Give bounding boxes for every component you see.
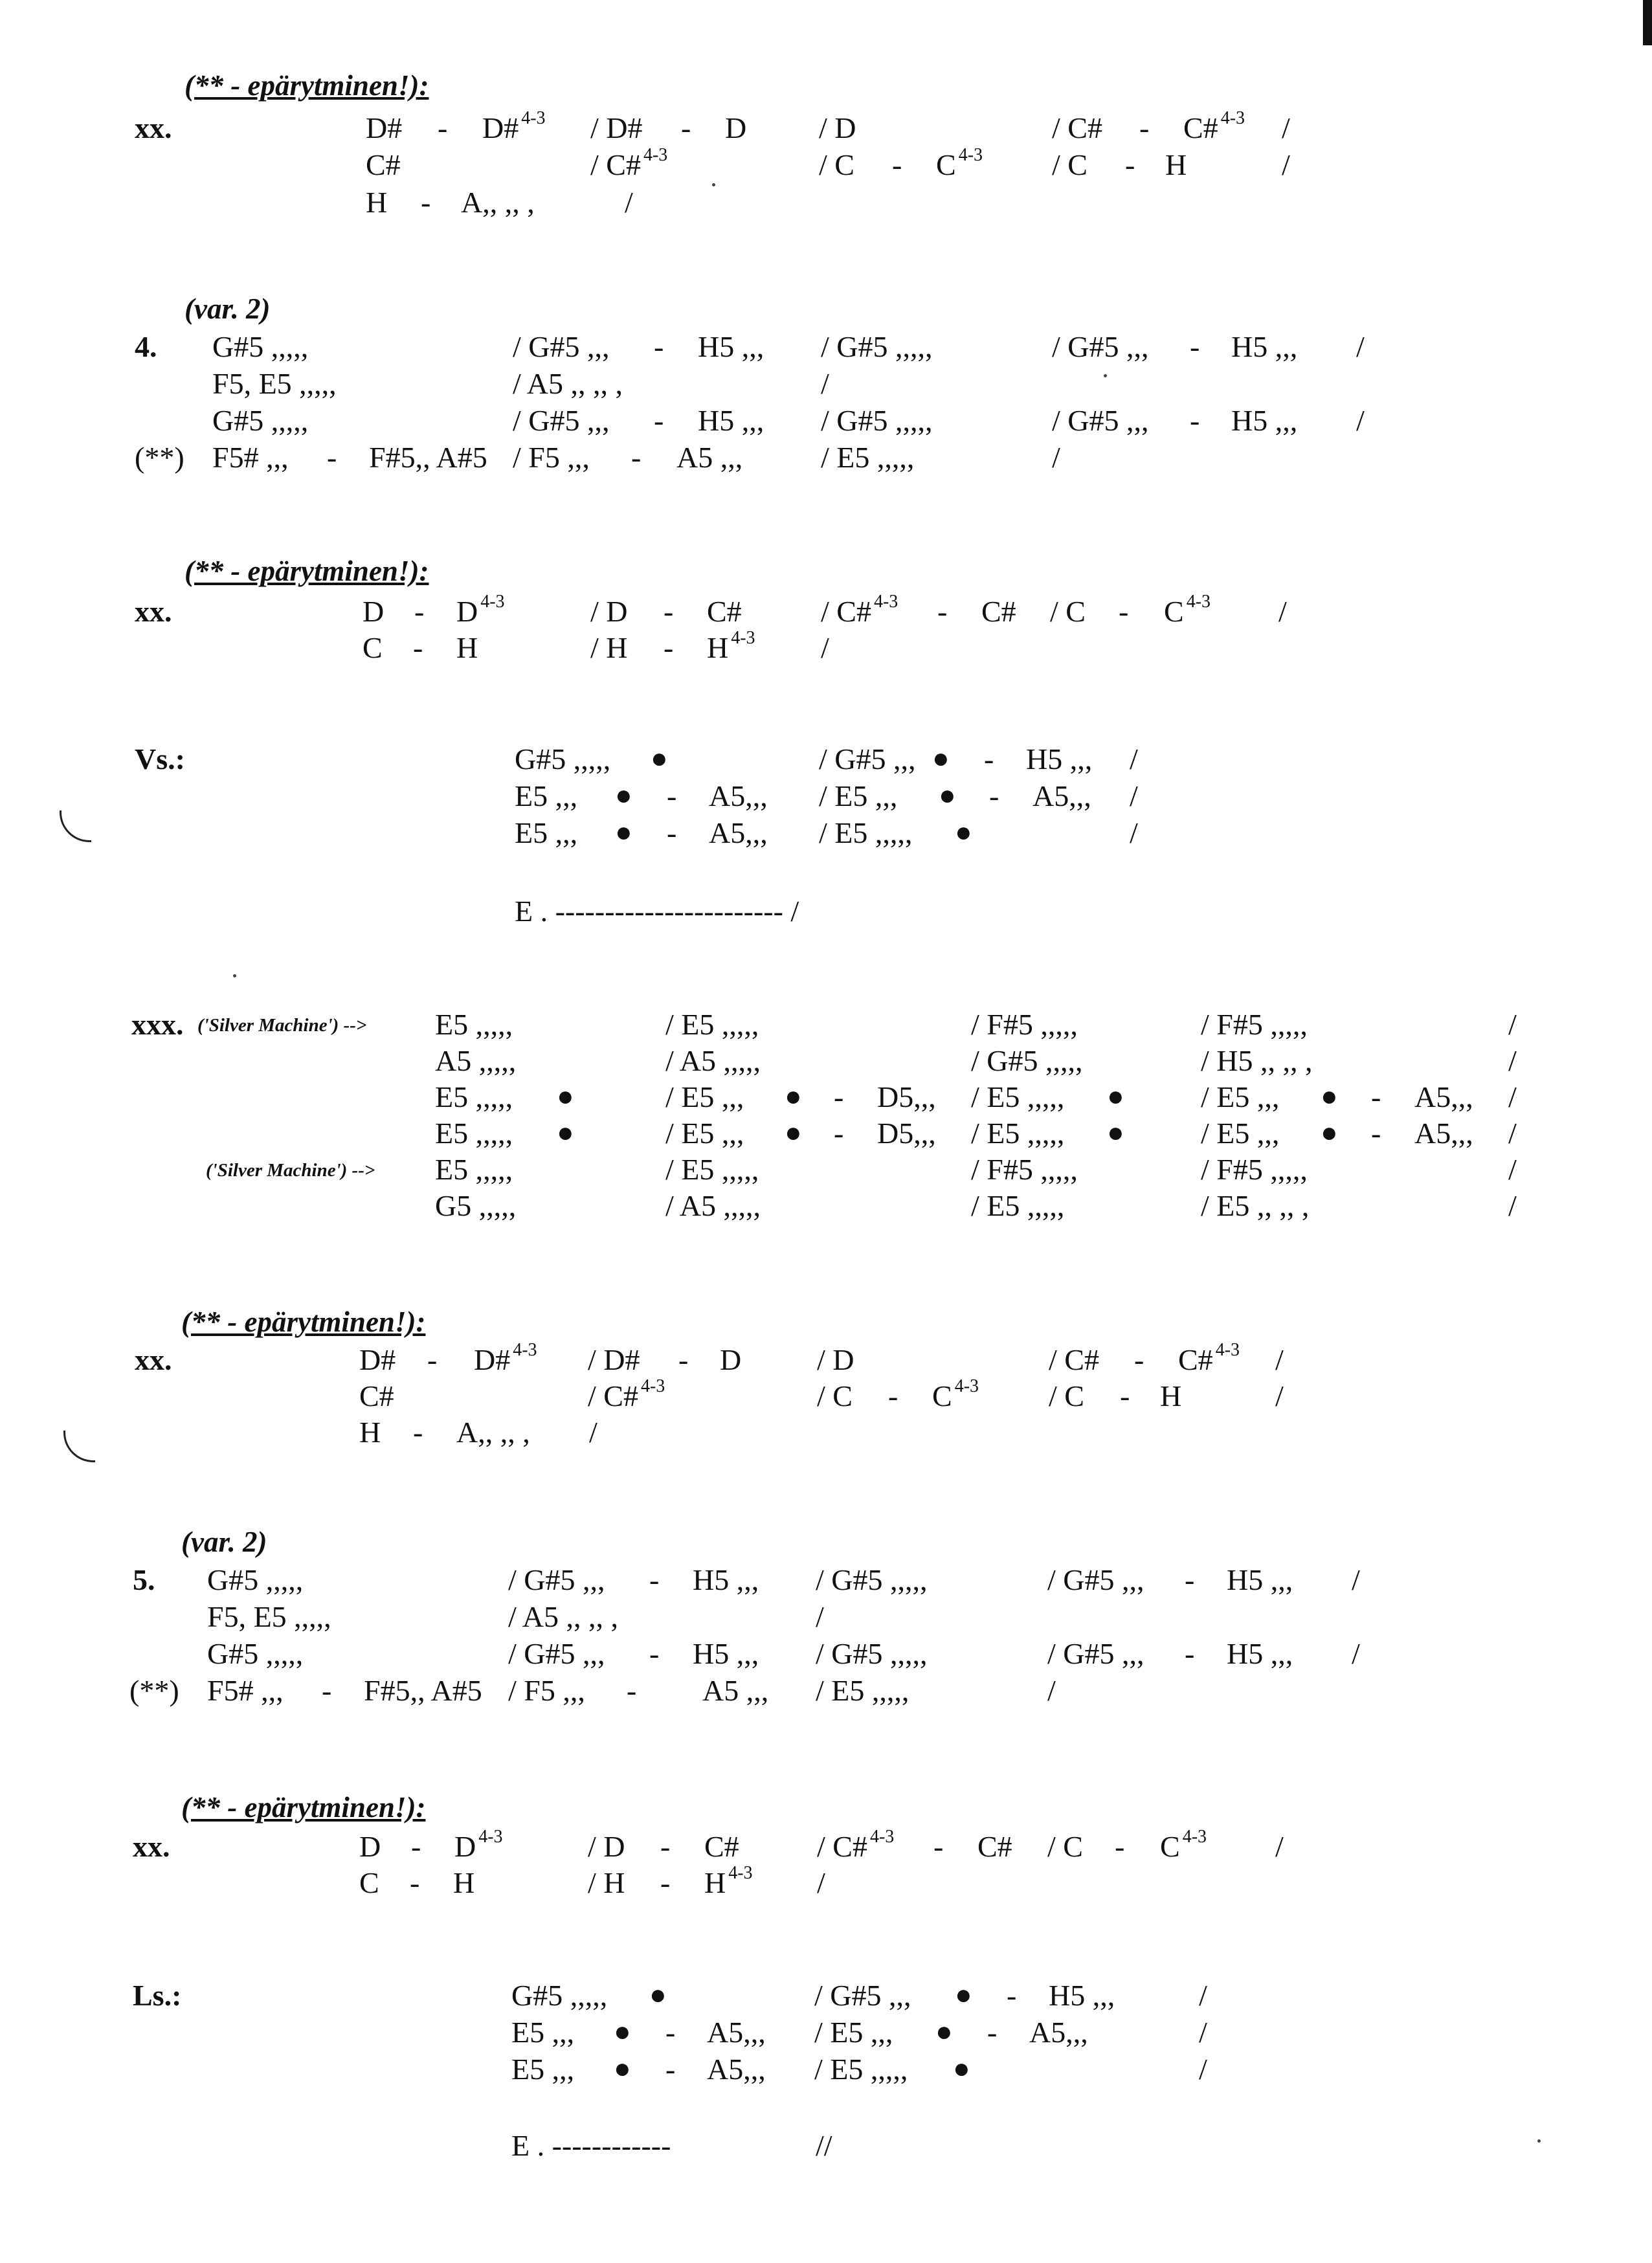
chord: A5,,, (707, 2053, 766, 2086)
ending-line: E . ----------------------- / (515, 895, 799, 928)
hand-mark (60, 810, 91, 842)
chord: A5 ,,,,, (435, 1044, 517, 1077)
chord: H5 ,,, (693, 1637, 759, 1670)
chord: H $^{4-3}$ (704, 1863, 753, 1899)
chord: / H (590, 631, 628, 664)
chord: A5,,, (1029, 2016, 1088, 2049)
chord: / C# $^{4-3}$ (590, 145, 668, 181)
dash: - (989, 779, 999, 812)
chord: / F#5 ,,,,, (1201, 1153, 1308, 1186)
chord: C $^{4-3}$ (1160, 1827, 1207, 1863)
bar-line: / (1275, 1379, 1284, 1412)
chord: C# (359, 1379, 394, 1412)
speck (712, 183, 715, 186)
dash: - (664, 631, 674, 664)
chord: / E5 ,,,,, (665, 1153, 759, 1186)
rest-dot: ● (1107, 1117, 1124, 1148)
dash: - (660, 1830, 671, 1863)
chord: / D (819, 111, 856, 144)
chord: / A5 ,, ,, , (513, 367, 623, 400)
chord: / E5 ,, ,, , (1201, 1189, 1310, 1222)
chord: D (720, 1343, 742, 1376)
dash: - (427, 1343, 438, 1376)
dash: - (888, 1379, 899, 1412)
dash: - (834, 1117, 844, 1150)
chord: G5 ,,,,, (435, 1189, 517, 1222)
chord: H5 ,,, (1231, 404, 1298, 437)
bar-line: / (1130, 816, 1138, 849)
row-label: (**) (135, 441, 184, 474)
final-bar-line: // (816, 2129, 832, 2162)
dash: - (1119, 595, 1129, 628)
rest-dot: ● (557, 1117, 574, 1148)
section-heading: (** - epärytminen!): (184, 555, 429, 587)
chord: / C (1049, 1379, 1084, 1412)
chord: / F#5 ,,,,, (1201, 1008, 1308, 1041)
chord: G#5 ,,,,, (511, 1979, 608, 2012)
rest-dot: ● (953, 2053, 970, 2084)
chord: / F#5 ,,,,, (971, 1008, 1078, 1041)
row-label: xx. (133, 1830, 170, 1863)
row-label: xxx. (131, 1008, 184, 1041)
chord: / G#5 ,,, (513, 404, 610, 437)
chord: A,, ,, , (461, 186, 535, 219)
rest-dot: ● (614, 2016, 631, 2047)
chord: G#5 ,,,,, (207, 1637, 304, 1670)
chord: E5 ,,,,, (435, 1117, 513, 1150)
row-number: 5. (133, 1563, 155, 1596)
chord: / G#5 ,,, (1052, 404, 1149, 437)
dash: - (1120, 1379, 1130, 1412)
speck (233, 974, 236, 977)
rest-dot: ● (932, 742, 950, 774)
chord: G#5 ,,,,, (515, 742, 611, 775)
chord: / C (817, 1379, 853, 1412)
rest-dot: ● (649, 1979, 667, 2011)
dash: - (1134, 1343, 1144, 1376)
chord: / D (590, 595, 628, 628)
chord: H5 ,,, (698, 404, 765, 437)
ending-line: E . ------------ (511, 2129, 671, 2162)
chord: / G#5 ,,,,, (971, 1044, 1083, 1077)
chord: E5 ,,, (515, 779, 578, 812)
chord: G#5 ,,,,, (212, 330, 309, 363)
chord: H5 ,,, (1227, 1563, 1293, 1596)
chord: / C# (1049, 1343, 1099, 1376)
chord: A,, ,, , (456, 1416, 530, 1449)
chord: D5,,, (877, 1117, 936, 1150)
chord: C# (707, 595, 742, 628)
row-number: 4. (135, 330, 157, 363)
chord: C $^{4-3}$ (1164, 592, 1211, 628)
chord: A5,,, (709, 816, 768, 849)
chord: / D# (590, 111, 643, 144)
rest-dot: ● (785, 1080, 802, 1112)
chord: / E5 ,,,,, (821, 441, 915, 474)
bar-line: / (1130, 779, 1138, 812)
bar-line: / (1508, 1153, 1517, 1186)
bar-line: / (1052, 441, 1060, 474)
dash: - (984, 742, 994, 775)
speck (1537, 2139, 1541, 2143)
chord: / E5 ,,, (819, 779, 898, 812)
speck (1104, 374, 1107, 377)
bar-line: / (1047, 1674, 1056, 1707)
rest-dot: ● (651, 742, 668, 774)
chord: F5, E5 ,,,,, (207, 1600, 331, 1633)
chord: / E5 ,,,,, (816, 1674, 910, 1707)
chord: G#5 ,,,,, (207, 1563, 304, 1596)
bar-line: / (1356, 404, 1365, 437)
chord: / E5 ,,,,, (971, 1080, 1065, 1113)
chord: / G#5 ,,,,, (816, 1563, 928, 1596)
chord: E5 ,,,,, (435, 1080, 513, 1113)
scan-edge (1643, 0, 1652, 45)
chord: H5 ,,, (698, 330, 765, 363)
dash: - (1190, 330, 1200, 363)
chord: / H (588, 1866, 625, 1899)
dash: - (660, 1866, 671, 1899)
variation-label: (var. 2) (184, 293, 271, 325)
chord: / D (817, 1343, 854, 1376)
chord: / G#5 ,,,,, (816, 1637, 928, 1670)
chord: C (363, 631, 383, 664)
dash: - (438, 111, 448, 144)
dash: - (414, 595, 425, 628)
chord: D# $^{4-3}$ (474, 1340, 537, 1376)
chord: D# $^{4-3}$ (482, 108, 546, 144)
dash: - (631, 441, 642, 474)
bar-line: / (1199, 1979, 1207, 2012)
chord: D (363, 595, 385, 628)
chord: E5 ,,, (511, 2016, 575, 2049)
dash: - (627, 1674, 637, 1707)
dash: - (421, 186, 431, 219)
rest-dot: ● (1321, 1117, 1338, 1148)
chord: D# (366, 111, 403, 144)
rest-dot: ● (615, 779, 632, 811)
dash: - (1007, 1979, 1017, 2012)
chord: / G#5 ,,, (814, 1979, 911, 2012)
rest-dot: ● (615, 816, 632, 848)
chord: C# (704, 1830, 739, 1863)
chord: F5# ,,, (212, 441, 289, 474)
chord: D (359, 1830, 381, 1863)
chord: F5# ,,, (207, 1674, 284, 1707)
dash: - (411, 1830, 421, 1863)
dash: - (413, 1416, 423, 1449)
dash: - (649, 1637, 660, 1670)
bar-line: / (821, 367, 829, 400)
dash: - (1190, 404, 1200, 437)
chord: D# (359, 1343, 396, 1376)
hand-mark (63, 1431, 95, 1462)
rest-dot: ● (785, 1117, 802, 1148)
chord: F#5,, A#5 (364, 1674, 482, 1707)
chord: / G#5 ,,,,, (821, 404, 933, 437)
bar-line: / (1275, 1343, 1284, 1376)
chord: E5 ,,, (511, 2053, 575, 2086)
chord: C $^{4-3}$ (932, 1376, 979, 1412)
row-label: xx. (135, 1343, 172, 1376)
chord: / F5 ,,, (513, 441, 590, 474)
chord: / G#5 ,,, (513, 330, 610, 363)
chord: / E5 ,,,,, (971, 1117, 1065, 1150)
chord: D (725, 111, 747, 144)
dash: - (834, 1080, 844, 1113)
bar-line: / (1508, 1117, 1517, 1150)
chord: H (1165, 148, 1187, 181)
chord: / G#5 ,,, (508, 1637, 605, 1670)
chord: A5,,, (709, 779, 768, 812)
chord: H5 ,,, (1227, 1637, 1293, 1670)
dash: - (665, 2016, 676, 2049)
chord: / F5 ,,, (508, 1674, 585, 1707)
chord: / E5 ,,, (665, 1080, 744, 1113)
dash: - (649, 1563, 660, 1596)
chord: / H5 ,, ,, , (1201, 1044, 1313, 1077)
dash: - (1371, 1117, 1381, 1150)
chord: H5 ,,, (693, 1563, 759, 1596)
chord: / E5 ,,, (814, 2016, 893, 2049)
dash: - (933, 1830, 944, 1863)
bar-line: / (1199, 2053, 1207, 2086)
bar-line: / (816, 1600, 824, 1633)
chord: C# (977, 1830, 1012, 1863)
rest-dot: ● (1321, 1080, 1338, 1112)
chord: A5,,, (1032, 779, 1091, 812)
annotation-silver-machine: ('Silver Machine') --> (197, 1015, 367, 1036)
bar-line: / (1352, 1637, 1360, 1670)
rest-dot: ● (557, 1080, 574, 1112)
chord: H5 ,,, (1049, 1979, 1115, 2012)
chord: / E5 ,,,,, (971, 1189, 1065, 1222)
chord: / G#5 ,,, (1047, 1563, 1144, 1596)
chord: F#5,, A#5 (369, 441, 487, 474)
chord: / C# $^{4-3}$ (588, 1376, 665, 1412)
dash: - (678, 1343, 689, 1376)
bar-line: / (589, 1416, 597, 1449)
chord: / A5 ,, ,, , (508, 1600, 618, 1633)
chord: G#5 ,,,,, (212, 404, 309, 437)
chord: / C (1052, 148, 1088, 181)
chord: H (1160, 1379, 1182, 1412)
chord: H5 ,,, (1026, 742, 1093, 775)
chord: / C (1050, 595, 1086, 628)
bar-line: / (1275, 1830, 1284, 1863)
chord: / D# (588, 1343, 640, 1376)
chord: / C# $^{4-3}$ (817, 1827, 895, 1863)
variation-label: (var. 2) (181, 1526, 267, 1558)
chord: / G#5 ,,, (1052, 330, 1149, 363)
chord: / C# $^{4-3}$ (821, 592, 899, 628)
bar-line: / (1508, 1189, 1517, 1222)
rest-dot: ● (935, 2016, 953, 2047)
dash: - (1185, 1563, 1195, 1596)
chord: D5,,, (877, 1080, 936, 1113)
chord: C (359, 1866, 379, 1899)
annotation-silver-machine: ('Silver Machine') --> (206, 1160, 375, 1181)
dash: - (987, 2016, 998, 2049)
chord: / C (819, 148, 854, 181)
chord: / D (588, 1830, 625, 1863)
dash: - (322, 1674, 332, 1707)
chord: / E5 ,,,,, (665, 1008, 759, 1041)
dash: - (1139, 111, 1150, 144)
chord: A5 ,,, (676, 441, 743, 474)
dash: - (654, 404, 664, 437)
bar-line: / (1356, 330, 1365, 363)
bar-line: / (1508, 1008, 1517, 1041)
chord: A5,,, (1414, 1080, 1473, 1113)
chord: / G#5 ,,, (508, 1563, 605, 1596)
row-label: (**) (129, 1674, 179, 1707)
chord: / F#5 ,,,,, (971, 1153, 1078, 1186)
dash: - (892, 148, 902, 181)
chord: A5,,, (707, 2016, 766, 2049)
chord: / G#5 ,,, (819, 742, 916, 775)
dash: - (1115, 1830, 1125, 1863)
dash: - (654, 330, 664, 363)
chord: E5 ,,,,, (435, 1153, 513, 1186)
chord: / A5 ,,,,, (665, 1044, 761, 1077)
chord: A5 ,,, (702, 1674, 769, 1707)
section-heading: (** - epärytminen!): (181, 1306, 426, 1338)
bar-line: / (1130, 742, 1138, 775)
dash: - (327, 441, 337, 474)
rest-dot: ● (955, 816, 972, 848)
row-label: xx. (135, 111, 172, 144)
chord: H5 ,,, (1231, 330, 1298, 363)
chord: / A5 ,,,,, (665, 1189, 761, 1222)
dash: - (410, 1866, 420, 1899)
section-heading: (** - epärytminen!): (184, 69, 429, 102)
chord: H $^{4-3}$ (707, 628, 755, 664)
bar-line: / (821, 631, 829, 664)
bar-line: / (1282, 148, 1290, 181)
chord: H (359, 1416, 381, 1449)
dash: - (681, 111, 691, 144)
dash: - (1185, 1637, 1195, 1670)
chord: A5,,, (1414, 1117, 1473, 1150)
chord: C# (366, 148, 401, 181)
bar-line: / (1282, 111, 1290, 144)
chord: D $^{4-3}$ (454, 1827, 503, 1863)
chord: H (456, 631, 478, 664)
bar-line: / (1199, 2016, 1207, 2049)
rest-dot: ● (939, 779, 956, 811)
dash: - (667, 816, 677, 849)
row-label: Vs.: (135, 742, 185, 775)
rest-dot: ● (1107, 1080, 1124, 1112)
bar-line: / (625, 186, 633, 219)
chord: / G#5 ,,,,, (821, 330, 933, 363)
chord: / E5 ,,,,, (814, 2053, 908, 2086)
chord: / E5 ,,, (1201, 1117, 1280, 1150)
bar-line: / (1352, 1563, 1360, 1596)
bar-line: / (817, 1866, 825, 1899)
dash: - (1125, 148, 1135, 181)
chord: C# $^{4-3}$ (1183, 108, 1245, 144)
row-label: Ls.: (133, 1979, 182, 2012)
dash: - (665, 2053, 676, 2086)
chord: E5 ,,,,, (435, 1008, 513, 1041)
chord: C# (981, 595, 1016, 628)
dash: - (937, 595, 948, 628)
dash: - (664, 595, 674, 628)
chord: D $^{4-3}$ (456, 592, 505, 628)
dash: - (1371, 1080, 1381, 1113)
chord: C# $^{4-3}$ (1178, 1340, 1240, 1376)
chord: / C (1047, 1830, 1083, 1863)
bar-line: / (1508, 1044, 1517, 1077)
chord: / E5 ,,,,, (819, 816, 913, 849)
row-label: xx. (135, 595, 172, 628)
rest-dot: ● (955, 1979, 972, 2011)
chord: F5, E5 ,,,,, (212, 367, 337, 400)
chord: H (366, 186, 388, 219)
chord: / G#5 ,,, (1047, 1637, 1144, 1670)
dash: - (667, 779, 677, 812)
chord: C $^{4-3}$ (936, 145, 983, 181)
bar-line: / (1508, 1080, 1517, 1113)
chord: E5 ,,, (515, 816, 578, 849)
chord: H (453, 1866, 475, 1899)
bar-line: / (1278, 595, 1287, 628)
dash: - (413, 631, 423, 664)
chord: / E5 ,,, (1201, 1080, 1280, 1113)
rest-dot: ● (614, 2053, 631, 2084)
chord: / E5 ,,, (665, 1117, 744, 1150)
chord: / C# (1052, 111, 1102, 144)
section-heading: (** - epärytminen!): (181, 1791, 426, 1823)
